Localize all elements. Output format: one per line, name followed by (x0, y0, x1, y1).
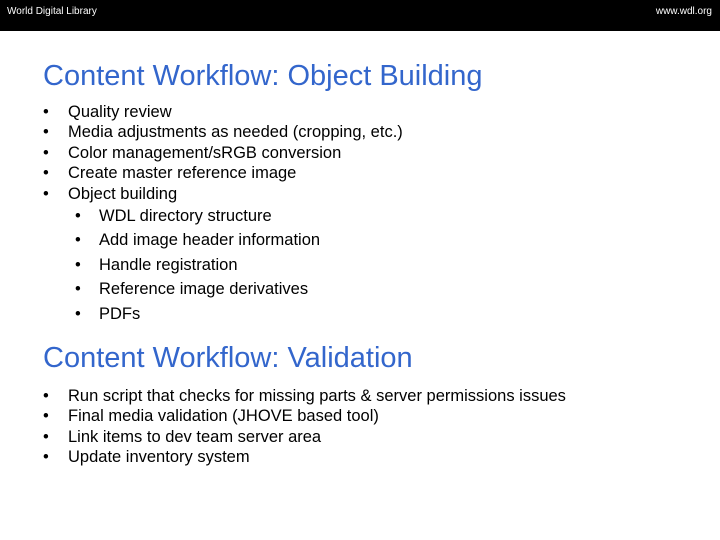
sublist-item-text: WDL directory structure (99, 207, 272, 226)
list-item-text: Final media validation (JHOVE based tool) (68, 407, 379, 426)
list-item-text: Object building (68, 184, 178, 203)
object-building-sublist (75, 204, 403, 326)
bullet-icon: • (75, 207, 81, 226)
list-item-text: Create master reference image (68, 164, 297, 183)
sublist-item (75, 228, 403, 252)
bullet-icon: • (75, 255, 81, 274)
bullet-icon: • (43, 143, 49, 162)
bullet-icon: • (43, 123, 49, 142)
sublist-item (75, 302, 403, 326)
list-item (43, 447, 566, 467)
bullet-icon: • (75, 304, 81, 323)
list-item (43, 406, 566, 426)
list-item-text: Run script that checks for missing parts & server permissions issues (68, 387, 566, 405)
list-item (43, 143, 403, 163)
list-item-text: Link items to dev team server area (68, 427, 322, 446)
bullet-icon: • (43, 448, 49, 467)
header-right-text: www.wdl.org (655, 6, 712, 17)
list-item-text: Quality review (68, 103, 172, 121)
bullet-icon: • (43, 184, 49, 203)
validation-list (43, 386, 566, 468)
section-title-validation: Content Workflow: Validation (43, 342, 413, 374)
bullet-icon: • (43, 164, 49, 183)
list-item-text: Media adjustments as needed (cropping, etc.) (68, 123, 403, 142)
sublist-item-text: Reference image derivatives (99, 280, 309, 299)
object-building-list (43, 102, 403, 326)
bullet-icon: • (75, 280, 81, 299)
bullet-icon: • (43, 103, 49, 121)
sublist-item-text: PDFs (99, 304, 141, 323)
list-item (43, 163, 403, 183)
bullet-icon: • (43, 427, 49, 446)
list-item (43, 427, 566, 447)
header-left-text: World Digital Library (7, 6, 97, 17)
list-item-text: Update inventory system (68, 448, 250, 467)
section-title-object-building: Content Workflow: Object Building (43, 60, 483, 92)
bullet-icon: • (43, 407, 49, 426)
sublist-item (75, 204, 403, 228)
bullet-icon: • (43, 387, 49, 405)
sublist-item-text: Handle registration (99, 255, 238, 274)
list-item (43, 122, 403, 142)
sublist-item-text: Add image header information (99, 231, 321, 250)
sublist-item (75, 253, 403, 277)
bullet-icon: • (75, 231, 81, 250)
header-bar (0, 0, 720, 31)
list-item (43, 386, 566, 406)
list-item (43, 102, 403, 122)
list-item (43, 184, 403, 326)
list-item-text: Color management/sRGB conversion (68, 143, 342, 162)
sublist-item (75, 277, 403, 301)
